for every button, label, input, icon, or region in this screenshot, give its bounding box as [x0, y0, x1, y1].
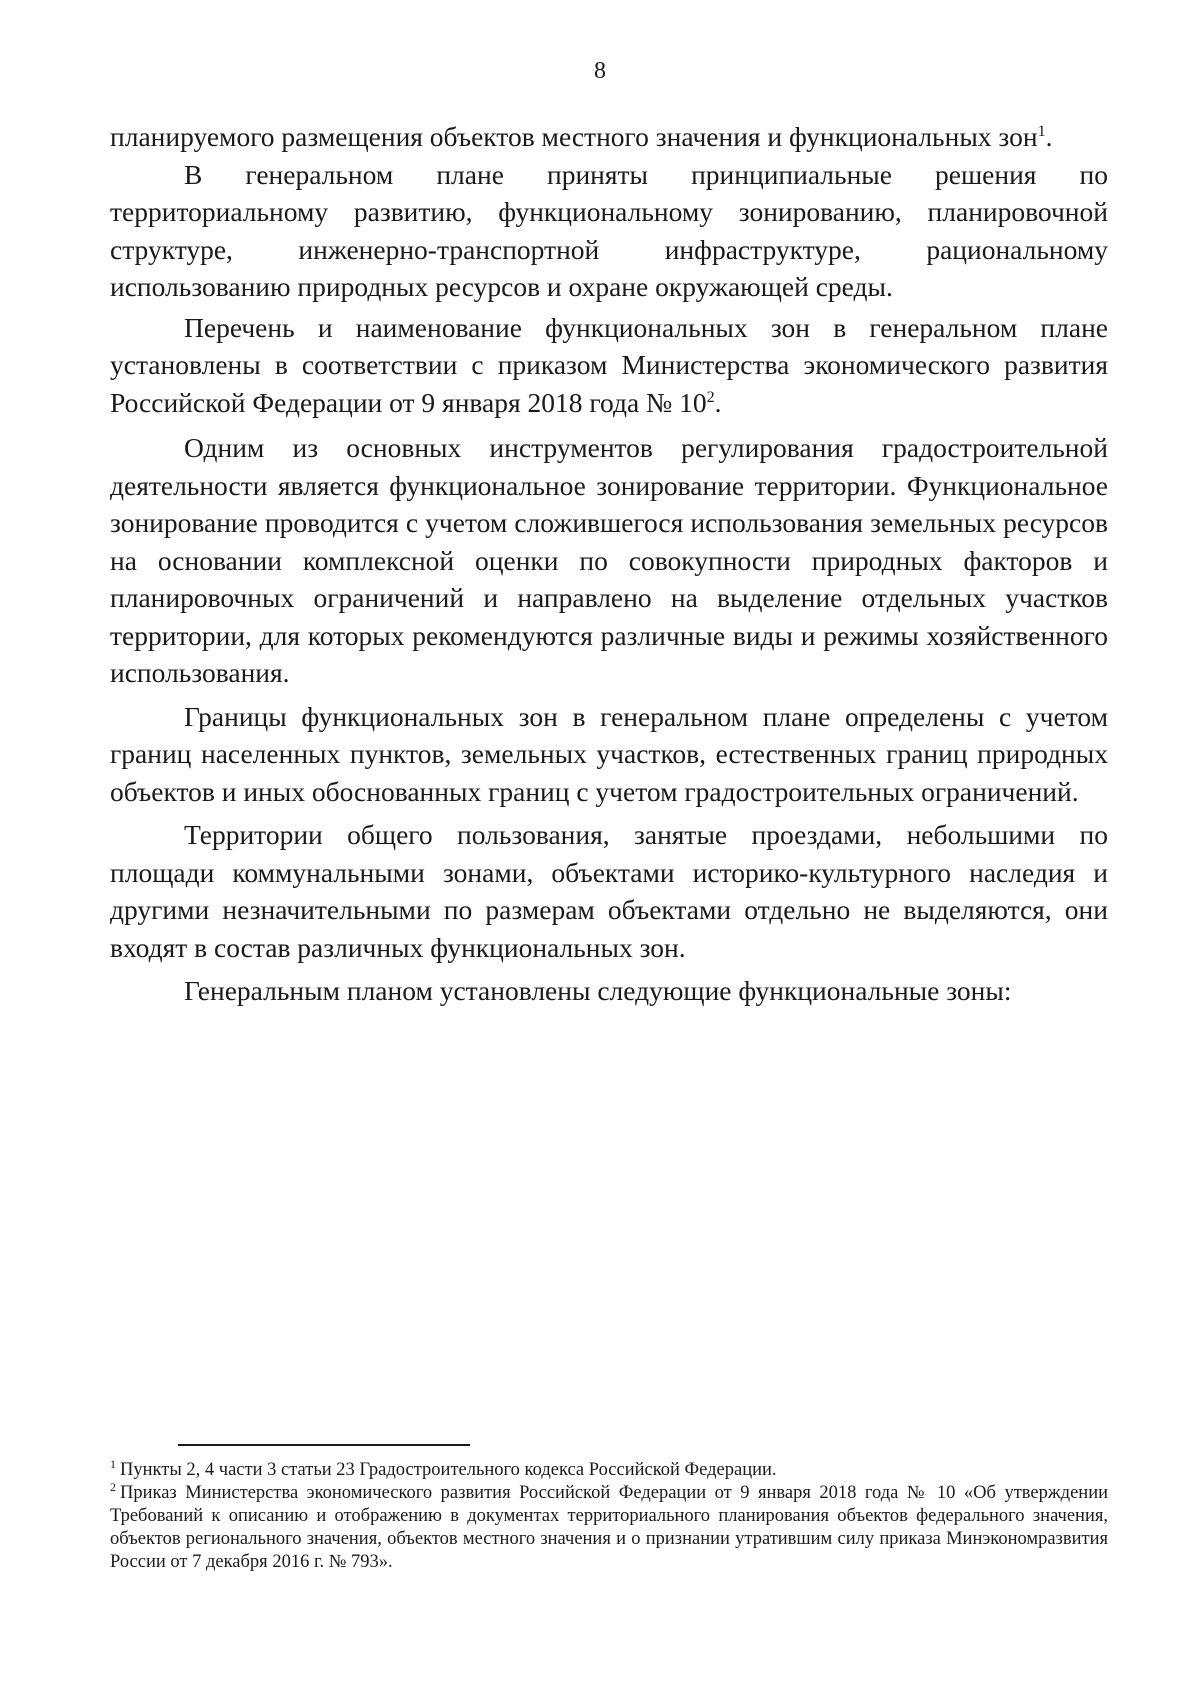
main-text — [110, 118, 1108, 1010]
footnotes — [110, 1456, 1108, 1574]
paragraph-text-end: . — [714, 386, 722, 418]
paragraph-text: Перечень и наименование функциональных зон в генеральном плане установлены в соответствии с приказом Министерства экономического развития Российской Федерации от 9 января 2018 года № 10 — [110, 311, 1108, 418]
paragraph — [110, 816, 1108, 966]
footnote-marker: 2 — [110, 1479, 116, 1494]
page-number: 8 — [594, 58, 606, 84]
paragraph-text: Территории общего пользования, занятые проездами, небольшими по площади коммунальными зонами, объектами историко-культурного наследия и другими незначительными по размерам объектами отдельно не выделяются, они входят в состав различных функциональных зон. — [110, 819, 1108, 963]
paragraph — [110, 309, 1108, 422]
paragraph-text: Генеральным планом установлены следующие функциональные зоны: — [184, 975, 1012, 1006]
paragraph — [110, 972, 1108, 1010]
footnote-reference: 2 — [706, 388, 715, 406]
paragraph-text: В генеральном плане приняты принципиальные решения по территориальному развитию, функциональному зонированию, планировочной структуре, инженерно-транспортной инфраструктуре, рациональному использованию природных ресурсов и охране окружающей среды. — [110, 158, 1108, 302]
footnote-marker: 1 — [110, 1456, 116, 1471]
footnote — [110, 1456, 1108, 1482]
paragraph-text-end: . — [1045, 121, 1053, 152]
footnote-text: Пункты 2, 4 части 3 статьи 23 Градостроительного кодекса Российской Федерации. — [120, 1460, 777, 1480]
footnote-text: Приказ Министерства экономического развития Российской Федерации от 9 января 2018 года № 10 «Об утверждении Требований к описанию и отображению в документах территориального планирования объектов федерального значения, объектов регионального значения, объектов местного значения и о признании утратившим силу приказа Минэкономразвития России от 7 декабря 2016 г. № 793». — [110, 1483, 1108, 1572]
paragraph-text: Границы функциональных зон в генеральном плане определены с учетом границ населенных пунктов, земельных участков, естественных границ природных объектов и иных обоснованных границ с учетом градостроительных ограничений. — [110, 700, 1108, 807]
paragraph-text: планируемого размещения объектов местного значения и функциональных зон — [110, 121, 1038, 152]
paragraph — [110, 156, 1108, 306]
footnote-separator — [178, 1444, 470, 1446]
paragraph — [110, 698, 1108, 811]
paragraph-text: Одним из основных инструментов регулирования градостроительной деятельности является функциональное зонирование территории. Функциональное зонирование проводится с учетом сложившегося использования земельных ресурсов на основании комплексной оценки по совокупности природных факторов и планировочных ограничений и направлено на выделение отдельных участков территории, для которых рекомендуются различные виды и режимы хозяйственного использования. — [110, 432, 1108, 688]
footnote — [110, 1479, 1108, 1574]
paragraph — [110, 429, 1108, 692]
footnote-reference: 1 — [1037, 122, 1046, 140]
paragraph — [110, 118, 1108, 156]
